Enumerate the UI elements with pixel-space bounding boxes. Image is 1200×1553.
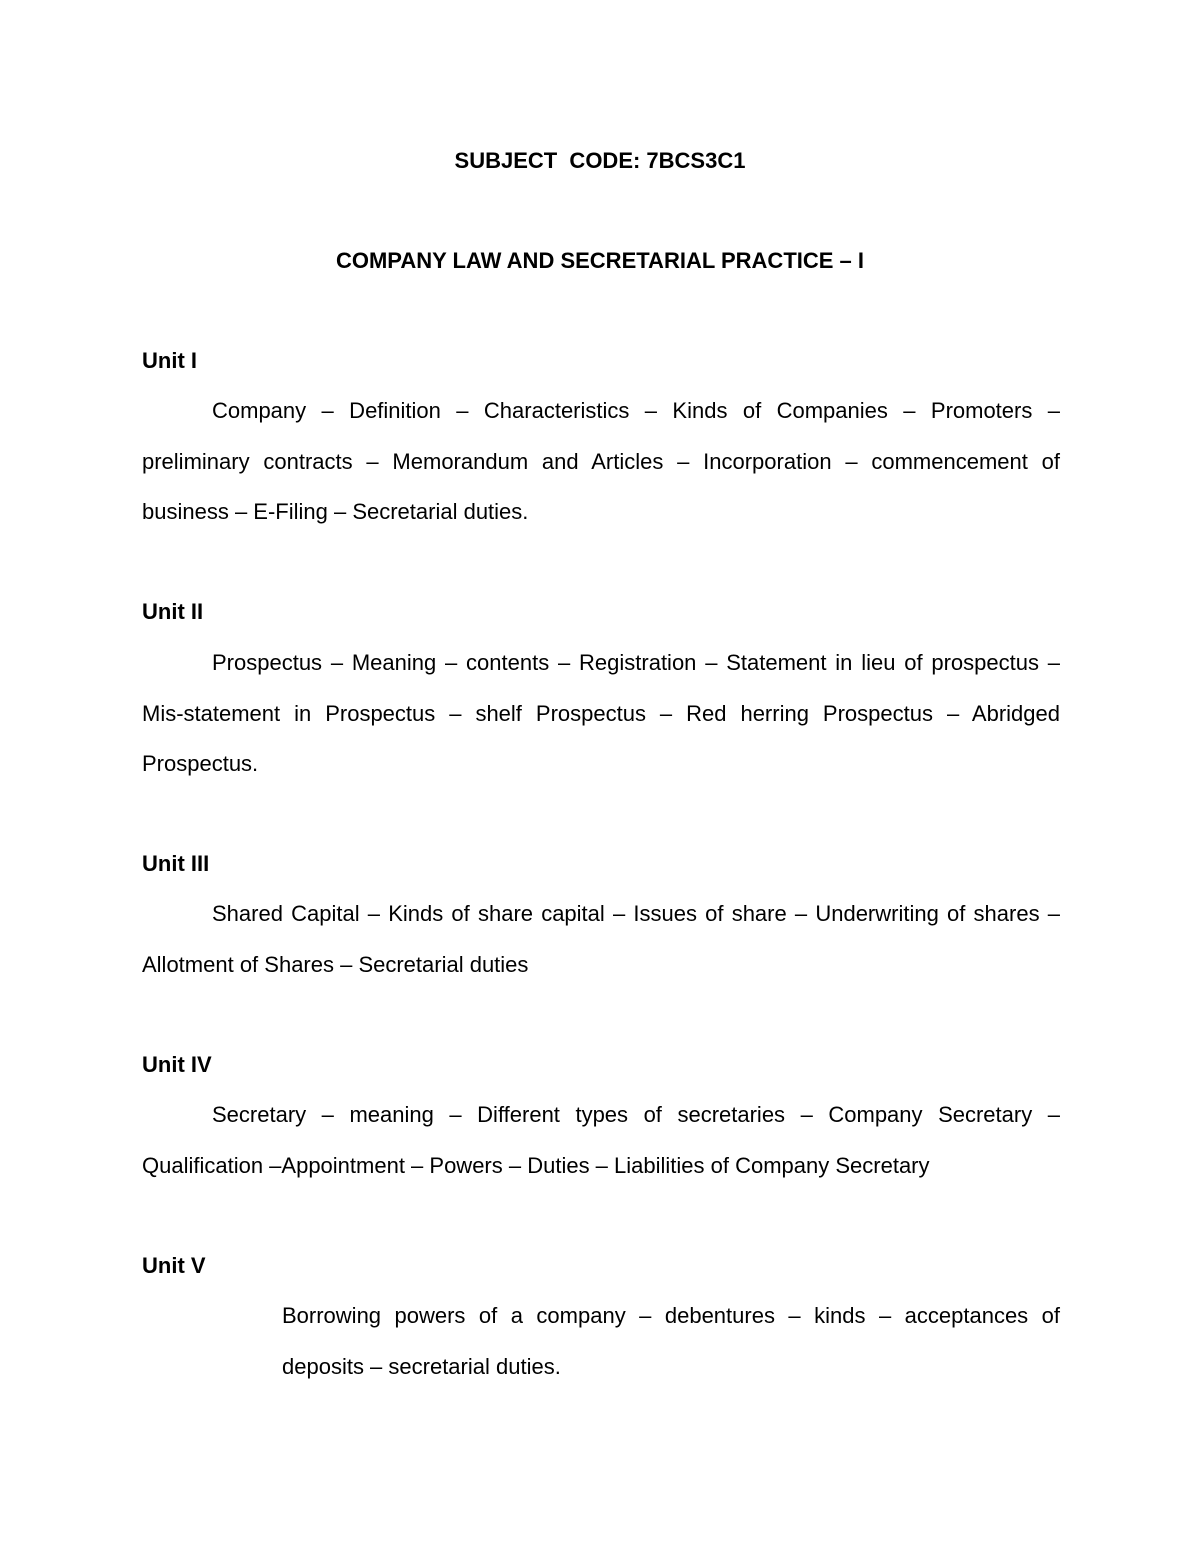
unit-4-content: Secretary – meaning – Different types of secretaries – Company Secretary – Qualification –Appointment – Powers – Duties – Liabilities of Company Secretary [142,1102,1060,1178]
unit-4-heading: Unit IV [142,1052,212,1077]
course-title: COMPANY LAW AND SECRETARIAL PRACTICE – I [335,248,865,273]
unit-1-heading: Unit I [142,348,197,373]
unit-3-heading: Unit III [142,851,210,876]
unit-5-content: Borrowing powers of a company – debentures – kinds – acceptances of deposits – secretarial duties. [282,1303,1060,1379]
unit-2-content: Prospectus – Meaning – contents – Registration – Statement in lieu of prospectus – Mis-statement in Prospectus – shelf Prospectus – Red herring Prospectus – Abridged Prospectus. [142,650,1060,776]
unit-5-heading: Unit V [142,1253,206,1278]
unit-2-heading: Unit II [142,599,204,624]
subject-code: SUBJECT CODE: 7BCS3C1 [454,148,746,173]
unit-1-content: Company – Definition – Characteristics – Kinds of Companies – Promoters – preliminary contracts – Memorandum and Articles – Incorporation – commencement of business – E-Filing – Secretarial duties. [142,398,1060,524]
unit-3-content: Shared Capital – Kinds of share capital – Issues of share – Underwriting of shares – Allotment of Shares – Secretarial duties [142,901,1060,977]
